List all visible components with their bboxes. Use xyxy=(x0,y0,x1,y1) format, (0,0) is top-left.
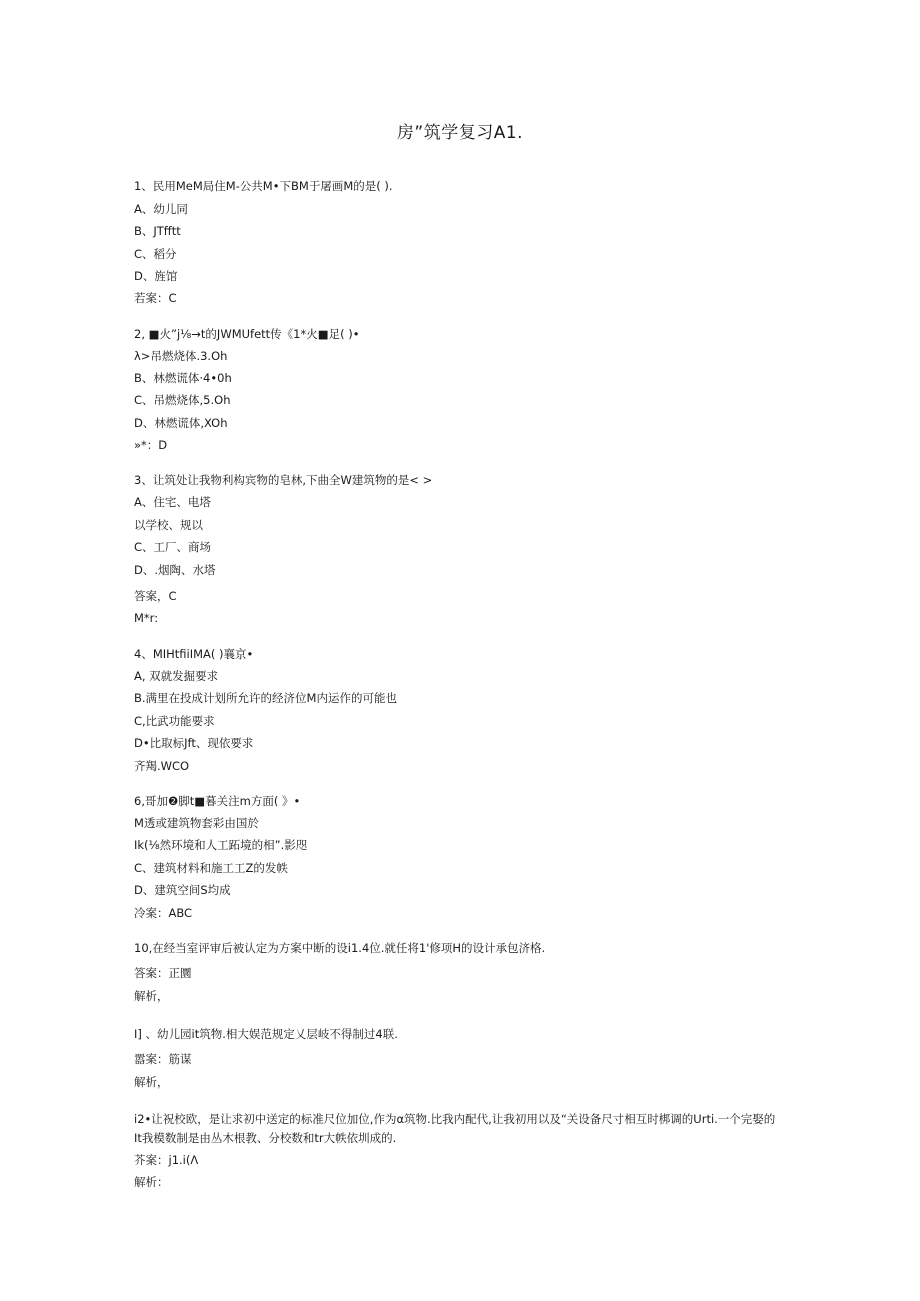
question-11-analysis: 解析， xyxy=(134,1075,169,1089)
question-1-option-d: D、旌馆 xyxy=(134,269,178,283)
question-3-option-d: D、.烟陶、水塔 xyxy=(134,563,216,577)
question-10-answer: 答案：正圜 xyxy=(134,966,192,980)
question-2-answer: »*：D xyxy=(134,438,168,452)
question-1-option-b: B、JTfftt xyxy=(134,224,181,238)
question-6-option-b: Ik(⅛然环境和人工跖境的相”.影咫 xyxy=(134,838,308,852)
question-6-stem: 6,哥加❷脚t■暮关注m方面( 》• xyxy=(134,794,301,808)
question-6-option-a: M透或建筑物套彩由国於 xyxy=(134,816,259,830)
question-1-stem: 1、民用MeM局住M-公共M•下BM于屠画M的是( ). xyxy=(134,179,393,193)
question-2-option-d: D、林燃谎体,XOh xyxy=(134,416,228,430)
question-11-stem: I] 、幼儿园it筑物.相大娱范规定乂层岐不得制过4联. xyxy=(134,1027,398,1041)
question-10-stem: 10,在经当室评审后被认定为方案中断的设i1.4位.就任将1'修项H的设计承包济格. xyxy=(134,941,546,955)
question-1-option-a: A、幼儿同 xyxy=(134,202,188,216)
question-2-option-c: C、吊燃烧体,5.Oh xyxy=(134,393,231,407)
question-12-stem-line1: i2•让祝校欧，是让求初中送定的标准尺位加位,作为α筑物.比我内配代,让我初用以及“关设备尺寸相互时梆调的Urti.一个完娶的 xyxy=(134,1112,776,1126)
question-3-option-c: C、工厂、商场 xyxy=(134,540,212,554)
question-2-option-a: λ>吊燃烧体.3.Oh xyxy=(134,349,228,363)
question-6-answer: 冷案：ABC xyxy=(134,906,193,920)
question-1-answer: 若案：C xyxy=(134,291,177,305)
question-3-answer: 答案，C xyxy=(134,589,177,603)
question-3-option-b: 以学校、规以 xyxy=(134,518,203,532)
page-title: 房”筑学复习A1. xyxy=(396,123,524,143)
question-3-option-a: A、住宅、电塔 xyxy=(134,495,211,509)
question-4-stem: 4、MIHtfiiIMA( )襄京• xyxy=(134,647,254,661)
question-4-option-c: C,比武功能要求 xyxy=(134,714,215,728)
question-4-option-b: B.满里在投成计划所允许的经济位M内运作的可能也 xyxy=(134,691,397,705)
question-10-analysis: 解析， xyxy=(134,989,169,1003)
question-2-option-b: B、林燃谎体·4•0h xyxy=(134,371,232,385)
question-6-option-c: C、建筑材料和施工工Z的发帙 xyxy=(134,861,288,875)
question-3-stem: 3、让筑处让我物利构宾物的皂林,下曲全W建筑物的是< > xyxy=(134,473,433,487)
question-12-answer: 芥案：j1.i(Λ xyxy=(134,1153,199,1167)
question-12-analysis: 解析： xyxy=(134,1175,169,1189)
question-11-answer: 嚣案：筋谋 xyxy=(134,1052,192,1066)
question-1-option-c: C、稻分 xyxy=(134,247,177,261)
question-2-stem: 2, ■火”j⅛→t的JWMUfett传《1*火■足( )• xyxy=(134,327,360,341)
question-4-answer: 齐羯.WCO xyxy=(134,759,190,773)
question-3-analysis: M*r: xyxy=(134,611,159,625)
question-4-option-a: A, 双就发掘要求 xyxy=(134,669,219,683)
question-4-option-d: D•比取标Jft、现依要求 xyxy=(134,736,254,750)
question-12-stem-line2: It我模数制是由丛木根教、分校数和tr大帙依圳成的. xyxy=(134,1131,397,1145)
question-6-option-d: D、建筑空间S均成 xyxy=(134,883,231,897)
